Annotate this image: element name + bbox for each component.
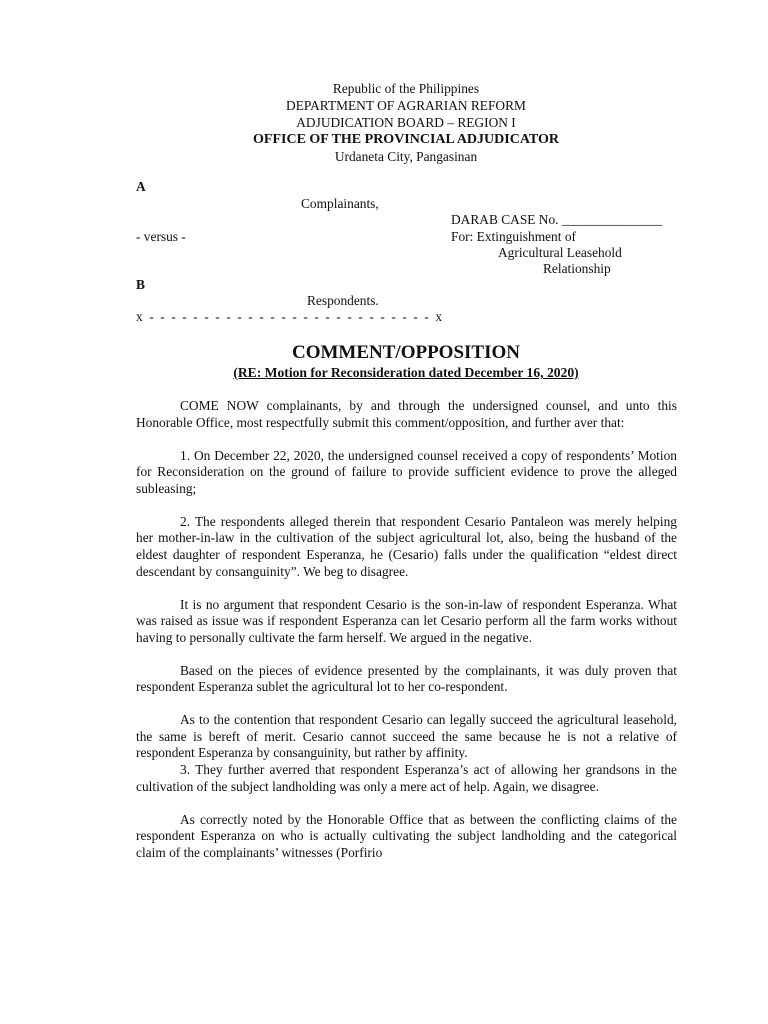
document-subtitle: (RE: Motion for Reconsideration dated December 16, 2020) [233,365,579,380]
case-number: DARAB CASE No. _______________ [451,212,663,227]
header-board: ADJUDICATION BOARD – REGION I [296,115,516,130]
respondents-label: Respondents. [307,293,379,308]
header-location: Urdaneta City, Pangasinan [334,149,478,164]
document-body [136,398,677,878]
paragraph-1: 1. On December 22, 2020, the undersigned counsel received a copy of respondents’ Motion for Reconsideration on the ground of failure to provide sufficient evidence to prove the alleged subleasing; [136,447,677,496]
paragraph-argument: It is no argument that respondent Cesario is the son-in-law of respondent Esperanza. What was raised as issue was if respondent Esperanza can let Cesario perform all the farm works without having to personally cultivate the farm herself. We argued in the negative. [136,596,677,645]
versus-label: - versus - [136,229,186,244]
header-republic: Republic of the Philippines [332,81,480,96]
case-subject-line3: Relationship [543,261,611,276]
caption-separator: x - - - - - - - - - - - - - - - - - - - - - - - - - - x [136,309,444,324]
case-subject-line1: For: Extinguishment of [451,229,576,244]
paragraph-noted: As correctly noted by the Honorable Office that as between the conflicting claims of the respondent Esperanza on who is actually cultivating the subject landholding and the categorical claim of the complainants’ witnesses (Porfirio [136,811,677,860]
case-subject-line2: Agricultural Leasehold [498,245,622,260]
header-department: DEPARTMENT OF AGRARIAN REFORM [286,98,526,113]
header-office: OFFICE OF THE PROVINCIAL ADJUDICATOR [253,132,559,147]
paragraph-2: 2. The respondents alleged therein that respondent Cesario Pantaleon was merely helping her mother-in-law in the cultivation of the subject agricultural lot, also, being the husband of the eldest daughter of respondent Esperanza, he (Cesario) falls under the qualification “eldest direct descendant by consanguinity”. We beg to disagree. [136,513,677,579]
complainant-name: A [136,179,146,194]
paragraph-intro: COME NOW complainants, by and through the undersigned counsel, and unto this Honorable Office, most respectfully submit this comment/opposition, and further aver that: [136,398,677,430]
respondent-name: B [136,277,145,292]
document-title: COMMENT/OPPOSITION [291,342,520,363]
paragraph-succession: As to the contention that respondent Cesario can legally succeed the agricultural leasehold, the same is bereft of merit. Cesario cannot succeed the same because he is not a relative of respondent Esperanza by consanguinity, but rather by affinity. [136,712,677,761]
complainants-label: Complainants, [301,196,379,211]
paragraph-evidence: Based on the pieces of evidence presented by the complainants, it was duly proven that respondent Esperanza sublet the agricultural lot to her co-respondent. [136,662,677,695]
paragraph-3: 3. They further averred that respondent Esperanza’s act of allowing her grandsons in the cultivation of the subject landholding was only a mere act of help. Again, we disagree. [136,762,677,794]
document-header [0,80,768,165]
